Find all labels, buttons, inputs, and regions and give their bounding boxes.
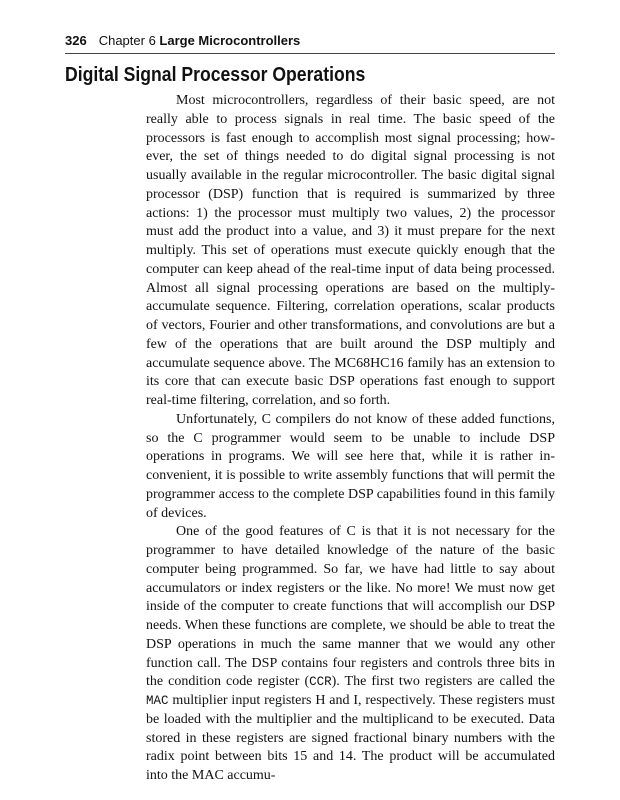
running-header xyxy=(65,32,555,50)
ccr-code: CCR xyxy=(309,675,332,690)
paragraph-3-text-b: ). The first two registers are called the xyxy=(331,674,555,690)
section-title: Digital Signal Processor Operations xyxy=(65,64,366,86)
page-number: 326 xyxy=(65,33,87,48)
paragraph-3-text-c: multiplier input registers H and I, respectively. These registers must be loaded with the multiplier and the multiplicand to be executed. Data stored in these registers are signed fractional binary numbers with the radix point between bits 15 and 14. The product will be accumulated into the MAC accumu- xyxy=(146,693,555,783)
paragraph-3 xyxy=(146,523,555,786)
paragraph-2: Unfortunately, C compilers do not know of these added functions, so the C programmer would seem to be unable to include DSP operations in programs. We will see here that, while it is rather inconvenient, it is possible to write assembly functions that will permit the programmer access to the complete DSP capabilities found in this family of devices. xyxy=(146,411,555,521)
body-text xyxy=(146,92,555,786)
paragraph-1: Most microcontrollers, regardless of their basic speed, are not really able to process signals in real time. The basic speed of the processors is fast enough to accomplish most signal processing; however, the set of things needed to do digital signal processing is not usually available in the regular microcontroller. The basic digital signal processor (DSP) function that is required is summarized by three actions: 1) the processor must multiply two values, 2) the processor must add the product into a value, and 3) it must prepare for the next multiply. This set of operations must execute quickly enough that the computer can keep ahead of the real-time input of data being processed. Almost all signal processing operations are based on the multiply-accumulate sequence. Filtering, correlation operations, scalar products of vectors, Fourier and other transformations, and convolutions are but a few of the operations that are built around the DSP multiply and accumulate sequence above. The MC68HC16 family has an extension to its core that can execute basic DSP operations fast enough to support real-time filtering, correlation, and so forth. xyxy=(146,93,555,408)
chapter-prefix: Chapter 6 xyxy=(98,33,156,48)
header-rule xyxy=(65,53,555,54)
mac-code: MAC xyxy=(146,694,169,708)
paragraph-3-text-a: One of the good features of C is that it is not necessary for the programmer to have detailed knowledge of the nature of the basic computer being programmed. So far, we have had little to say about accumulators or index registers or the like. No more! We must now get inside of the computer to create functions that will accomplish our DSP needs. When these functions are complete, we should be able to treat the DSP operations in much the same manner that we would any other function call. The DSP contains four registers and controls three bits in the condition code register ( xyxy=(146,524,555,690)
chapter-title: Large Microcontrollers xyxy=(159,33,301,48)
